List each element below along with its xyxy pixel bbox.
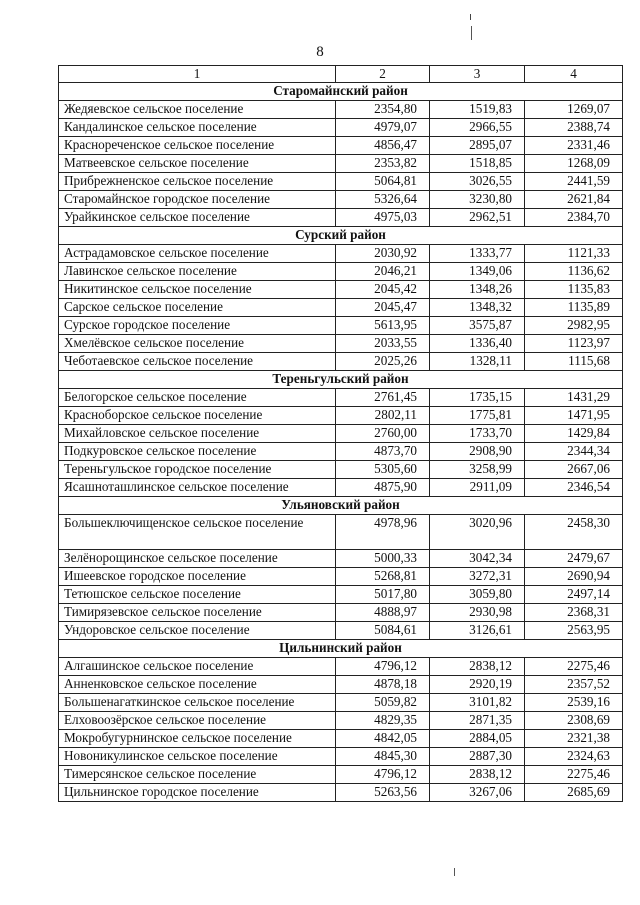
- district-row: [59, 227, 623, 245]
- value-col-2: 2353,82: [336, 155, 430, 173]
- value-col-4: 1429,84: [525, 425, 623, 443]
- value-col-3: 1519,83: [430, 101, 525, 119]
- value-col-3: 2966,55: [430, 119, 525, 137]
- district-row: [59, 371, 623, 389]
- value-col-3: 1348,32: [430, 299, 525, 317]
- table-row: [59, 604, 623, 622]
- value-col-4: 1115,68: [525, 353, 623, 371]
- value-col-4: 1135,89: [525, 299, 623, 317]
- value-col-4: 2479,67: [525, 550, 623, 568]
- table-row: [59, 479, 623, 497]
- value-col-3: 3272,31: [430, 568, 525, 586]
- value-col-3: 2871,35: [430, 712, 525, 730]
- settlements-table: [58, 65, 623, 802]
- value-col-3: 1348,26: [430, 281, 525, 299]
- settlement-name: Большеключищенское сельское поселение: [59, 515, 336, 550]
- settlement-name: Красноборское сельское поселение: [59, 407, 336, 425]
- value-col-3: 1349,06: [430, 263, 525, 281]
- table-row: [59, 515, 623, 550]
- settlement-name: Ясашноташлинское сельское поселение: [59, 479, 336, 497]
- value-col-4: 2685,69: [525, 784, 623, 802]
- value-col-4: 2458,30: [525, 515, 623, 550]
- value-col-4: 2344,34: [525, 443, 623, 461]
- value-col-4: 2275,46: [525, 766, 623, 784]
- settlement-name: Астрадамовское сельское поселение: [59, 245, 336, 263]
- table-row: [59, 784, 623, 802]
- value-col-4: 2563,95: [525, 622, 623, 640]
- district-name: Сурский район: [59, 227, 623, 245]
- district-row: [59, 83, 623, 101]
- value-col-4: 2667,06: [525, 461, 623, 479]
- value-col-4: 2321,38: [525, 730, 623, 748]
- value-col-2: 5326,64: [336, 191, 430, 209]
- settlement-name: Тереньгульское городское поселение: [59, 461, 336, 479]
- column-header-2: 2: [336, 66, 430, 83]
- value-col-2: 5017,80: [336, 586, 430, 604]
- district-row: [59, 497, 623, 515]
- table-row: [59, 353, 623, 371]
- table-row: [59, 281, 623, 299]
- value-col-2: 2025,26: [336, 353, 430, 371]
- value-col-4: 1269,07: [525, 101, 623, 119]
- value-col-2: 4978,96: [336, 515, 430, 550]
- value-col-3: 3059,80: [430, 586, 525, 604]
- scan-tick-bottom: [471, 26, 472, 40]
- value-col-4: 2621,84: [525, 191, 623, 209]
- table-row: [59, 299, 623, 317]
- value-col-3: 3230,80: [430, 191, 525, 209]
- value-col-2: 4829,35: [336, 712, 430, 730]
- value-col-4: 1135,83: [525, 281, 623, 299]
- table-row: [59, 694, 623, 712]
- value-col-2: 2354,80: [336, 101, 430, 119]
- settlement-name: Лавинское сельское поселение: [59, 263, 336, 281]
- value-col-4: 1121,33: [525, 245, 623, 263]
- value-col-2: 4796,12: [336, 658, 430, 676]
- settlement-name: Сарское сельское поселение: [59, 299, 336, 317]
- scan-mark-bottom: [454, 868, 455, 876]
- value-col-4: 1431,29: [525, 389, 623, 407]
- value-col-2: 4856,47: [336, 137, 430, 155]
- district-row: [59, 640, 623, 658]
- table-row: [59, 676, 623, 694]
- table-row: [59, 622, 623, 640]
- value-col-3: 1733,70: [430, 425, 525, 443]
- value-col-4: 2275,46: [525, 658, 623, 676]
- table-row: [59, 317, 623, 335]
- district-name: Старомайнский район: [59, 83, 623, 101]
- value-col-3: 3020,96: [430, 515, 525, 550]
- settlement-name: Урайкинское сельское поселение: [59, 209, 336, 227]
- value-col-2: 4842,05: [336, 730, 430, 748]
- table-row: [59, 137, 623, 155]
- value-col-2: 2045,47: [336, 299, 430, 317]
- value-col-3: 3267,06: [430, 784, 525, 802]
- value-col-3: 1518,85: [430, 155, 525, 173]
- settlement-name: Подкуровское сельское поселение: [59, 443, 336, 461]
- value-col-3: 2887,30: [430, 748, 525, 766]
- value-col-2: 4796,12: [336, 766, 430, 784]
- table-row: [59, 461, 623, 479]
- value-col-2: 5000,33: [336, 550, 430, 568]
- value-col-4: 1123,97: [525, 335, 623, 353]
- value-col-3: 1735,15: [430, 389, 525, 407]
- table-row: [59, 335, 623, 353]
- scan-tick-marks: [470, 14, 472, 40]
- value-col-4: 1268,09: [525, 155, 623, 173]
- value-col-2: 4975,03: [336, 209, 430, 227]
- settlement-name: Чеботаевское сельское поселение: [59, 353, 336, 371]
- settlement-name: Хмелёвское сельское поселение: [59, 335, 336, 353]
- value-col-4: 2368,31: [525, 604, 623, 622]
- settlement-name: Жедяевское сельское поселение: [59, 101, 336, 119]
- settlement-name: Мокробугурнинское сельское поселение: [59, 730, 336, 748]
- table-row: [59, 101, 623, 119]
- value-col-3: 3042,34: [430, 550, 525, 568]
- value-col-3: 1775,81: [430, 407, 525, 425]
- value-col-3: 2838,12: [430, 658, 525, 676]
- table-row: [59, 263, 623, 281]
- value-col-2: 5064,81: [336, 173, 430, 191]
- value-col-2: 2030,92: [336, 245, 430, 263]
- table-row: [59, 245, 623, 263]
- settlement-name: Зелёнорощинское сельское поселение: [59, 550, 336, 568]
- settlement-name: Цильнинское городское поселение: [59, 784, 336, 802]
- district-name: Ульяновский район: [59, 497, 623, 515]
- value-col-3: 1336,40: [430, 335, 525, 353]
- table-row: [59, 730, 623, 748]
- settlement-name: Ундоровское сельское поселение: [59, 622, 336, 640]
- value-col-2: 2761,45: [336, 389, 430, 407]
- settlement-name: Новоникулинское сельское поселение: [59, 748, 336, 766]
- table-row: [59, 712, 623, 730]
- value-col-3: 2884,05: [430, 730, 525, 748]
- value-col-4: 1471,95: [525, 407, 623, 425]
- value-col-2: 4873,70: [336, 443, 430, 461]
- value-col-2: 4888,97: [336, 604, 430, 622]
- column-header-4: 4: [525, 66, 623, 83]
- value-col-4: 2384,70: [525, 209, 623, 227]
- table-header-row: [59, 66, 623, 83]
- table-row: [59, 766, 623, 784]
- value-col-4: 2357,52: [525, 676, 623, 694]
- value-col-2: 5263,56: [336, 784, 430, 802]
- settlement-name: Матвеевское сельское поселение: [59, 155, 336, 173]
- value-col-2: 4875,90: [336, 479, 430, 497]
- value-col-4: 2388,74: [525, 119, 623, 137]
- table-row: [59, 425, 623, 443]
- value-col-2: 4878,18: [336, 676, 430, 694]
- table-row: [59, 191, 623, 209]
- settlement-name: Тимерсянское сельское поселение: [59, 766, 336, 784]
- settlement-name: Белогорское сельское поселение: [59, 389, 336, 407]
- settlement-name: Тетюшское сельское поселение: [59, 586, 336, 604]
- settlement-name: Елховоозёрское сельское поселение: [59, 712, 336, 730]
- settlement-name: Ишеевское городское поселение: [59, 568, 336, 586]
- value-col-2: 5613,95: [336, 317, 430, 335]
- table-row: [59, 173, 623, 191]
- district-name: Тереньгульский район: [59, 371, 623, 389]
- value-col-4: 2441,59: [525, 173, 623, 191]
- value-col-3: 3258,99: [430, 461, 525, 479]
- value-col-2: 2802,11: [336, 407, 430, 425]
- value-col-4: 1136,62: [525, 263, 623, 281]
- value-col-2: 2760,00: [336, 425, 430, 443]
- value-col-2: 4845,30: [336, 748, 430, 766]
- value-col-3: 2838,12: [430, 766, 525, 784]
- settlement-name: Сурское городское поселение: [59, 317, 336, 335]
- value-col-3: 1328,11: [430, 353, 525, 371]
- value-col-4: 2539,16: [525, 694, 623, 712]
- value-col-2: 2046,21: [336, 263, 430, 281]
- value-col-3: 2962,51: [430, 209, 525, 227]
- settlement-name: Кандалинское сельское поселение: [59, 119, 336, 137]
- value-col-4: 2982,95: [525, 317, 623, 335]
- column-header-1: 1: [59, 66, 336, 83]
- value-col-2: 2033,55: [336, 335, 430, 353]
- value-col-2: 2045,42: [336, 281, 430, 299]
- table-row: [59, 658, 623, 676]
- table-row: [59, 389, 623, 407]
- value-col-3: 3126,61: [430, 622, 525, 640]
- value-col-3: 1333,77: [430, 245, 525, 263]
- column-header-3: 3: [430, 66, 525, 83]
- value-col-2: 5268,81: [336, 568, 430, 586]
- value-col-3: 3575,87: [430, 317, 525, 335]
- settlement-name: Большенагаткинское сельское поселение: [59, 694, 336, 712]
- table-row: [59, 407, 623, 425]
- value-col-2: 5305,60: [336, 461, 430, 479]
- table-row: [59, 119, 623, 137]
- table-row: [59, 586, 623, 604]
- table-row: [59, 568, 623, 586]
- value-col-2: 4979,07: [336, 119, 430, 137]
- settlement-name: Михайловское сельское поселение: [59, 425, 336, 443]
- value-col-3: 2908,90: [430, 443, 525, 461]
- scan-tick-top: [470, 14, 471, 20]
- value-col-4: 2346,54: [525, 479, 623, 497]
- value-col-3: 3026,55: [430, 173, 525, 191]
- table-row: [59, 748, 623, 766]
- value-col-4: 2308,69: [525, 712, 623, 730]
- settlement-name: Анненковское сельское поселение: [59, 676, 336, 694]
- table-row: [59, 209, 623, 227]
- value-col-3: 2911,09: [430, 479, 525, 497]
- settlement-name: Тимирязевское сельское поселение: [59, 604, 336, 622]
- table-body: [59, 66, 623, 802]
- value-col-2: 5084,61: [336, 622, 430, 640]
- settlement-name: Краснореченское сельское поселение: [59, 137, 336, 155]
- value-col-4: 2690,94: [525, 568, 623, 586]
- settlement-name: Алгашинское сельское поселение: [59, 658, 336, 676]
- settlement-name: Старомайнское городское поселение: [59, 191, 336, 209]
- district-name: Цильнинский район: [59, 640, 623, 658]
- value-col-4: 2324,63: [525, 748, 623, 766]
- settlement-name: Прибрежненское сельское поселение: [59, 173, 336, 191]
- value-col-4: 2497,14: [525, 586, 623, 604]
- value-col-3: 3101,82: [430, 694, 525, 712]
- value-col-2: 5059,82: [336, 694, 430, 712]
- value-col-3: 2930,98: [430, 604, 525, 622]
- value-col-4: 2331,46: [525, 137, 623, 155]
- table-row: [59, 155, 623, 173]
- value-col-3: 2895,07: [430, 137, 525, 155]
- value-col-3: 2920,19: [430, 676, 525, 694]
- settlement-name: Никитинское сельское поселение: [59, 281, 336, 299]
- table-row: [59, 443, 623, 461]
- table-row: [59, 550, 623, 568]
- page-number: 8: [316, 44, 324, 60]
